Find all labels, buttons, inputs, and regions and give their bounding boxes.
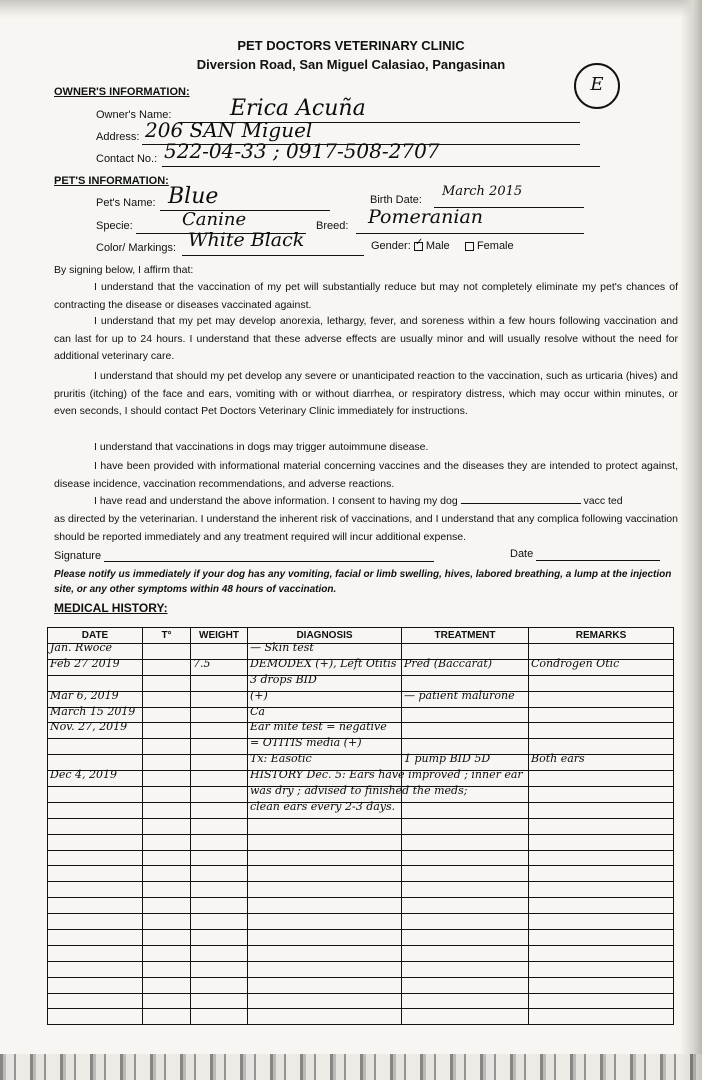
table-row <box>48 977 674 993</box>
male-checkbox[interactable] <box>414 242 423 251</box>
specie-label: Specie: <box>96 220 133 232</box>
date-line <box>536 560 660 561</box>
address-value: 206 SAN Miguel <box>145 118 313 142</box>
table-row <box>48 691 674 707</box>
cell-treatment <box>402 802 529 818</box>
cell-date <box>48 961 143 977</box>
cell-text: March 15 2019 <box>50 704 136 718</box>
cell-diagnosis <box>248 834 402 850</box>
cell-remarks <box>529 993 674 1009</box>
medical-history-body <box>48 641 674 1025</box>
cell-weight <box>191 850 248 866</box>
female-label: Female <box>476 240 514 252</box>
breed-value: Pomeranian <box>368 206 484 228</box>
cell-text: Condrogen Otic <box>531 656 620 670</box>
cell-diagnosis <box>248 961 402 977</box>
cell-date <box>48 898 143 914</box>
scan-edge-bottom <box>0 1054 702 1080</box>
consent-paragraph-5: I have been provided with informational material concerning vaccines and the diseases they are intended to protect against, disease incidence, vaccination recommendations, and adverse reactions. <box>54 460 678 490</box>
cell-text: DEMODEX (+), Left Otitis <box>250 656 397 670</box>
table-row <box>48 961 674 977</box>
consent-paragraph-1: I understand that the vaccination of my pet will substantially reduce but may not completely eliminate my pet's chances of contracting the disease or diseases vaccinated against. <box>54 281 678 311</box>
cell-diagnosis <box>248 930 402 946</box>
cell-text: Jan. Rwoce <box>50 641 113 654</box>
male-label: Male <box>425 240 450 252</box>
specie-value: Canine <box>182 209 247 230</box>
cell-text: Ear mite test = negative <box>250 720 387 734</box>
contact-label: Contact No.: <box>96 153 158 165</box>
cell-text: 3 drops BID <box>250 672 317 686</box>
cell-date <box>48 739 143 755</box>
cell-temp <box>143 882 191 898</box>
consent-paragraph-6-cont: as directed by the veterinarian. I understand the inherent risk of vaccinations, and I understand that any complica following vaccination should be reported immediately and any treatment required will incur additional expense. <box>54 513 678 543</box>
cell-date <box>48 993 143 1009</box>
cell-temp <box>143 818 191 834</box>
cell-temp <box>143 787 191 803</box>
cell-remarks <box>529 882 674 898</box>
cell-weight <box>191 787 248 803</box>
cell-treatment <box>402 818 529 834</box>
table-row <box>48 945 674 961</box>
cell-diagnosis <box>248 977 402 993</box>
medical-header-row <box>48 628 674 644</box>
cell-text: Tx: Easotic <box>250 752 312 766</box>
cell-remarks <box>529 850 674 866</box>
cell-treatment <box>402 688 529 707</box>
cell-remarks <box>529 930 674 946</box>
cell-text: Feb 27 2019 <box>50 656 120 670</box>
table-row <box>48 834 674 850</box>
table-row <box>48 993 674 1009</box>
cell-temp <box>143 771 191 787</box>
cell-diagnosis <box>248 914 402 930</box>
cell-text: Dec 4, 2019 <box>50 768 117 782</box>
cell-diagnosis <box>248 1009 402 1025</box>
cell-diagnosis <box>248 850 402 866</box>
cell-date <box>48 850 143 866</box>
cell-diagnosis <box>248 898 402 914</box>
cell-date <box>48 930 143 946</box>
cell-diagnosis <box>248 688 402 707</box>
table-row <box>48 882 674 898</box>
cell-weight <box>191 993 248 1009</box>
cell-diagnosis <box>248 993 402 1009</box>
cell-date <box>48 914 143 930</box>
cell-date <box>48 656 143 675</box>
cell-text: Ca <box>250 704 265 718</box>
cell-treatment <box>402 850 529 866</box>
cell-weight <box>191 755 248 771</box>
table-row <box>48 659 674 675</box>
cell-diagnosis <box>248 799 402 818</box>
table-row <box>48 930 674 946</box>
cell-weight <box>191 930 248 946</box>
cell-weight <box>191 977 248 993</box>
cell-date <box>48 720 143 739</box>
table-row <box>48 1009 674 1025</box>
cell-text: (+) <box>250 688 268 702</box>
cell-date <box>48 787 143 803</box>
cell-temp <box>143 961 191 977</box>
col-header-treatment: TREATMENT <box>402 628 529 644</box>
contact-line <box>162 166 600 167</box>
cell-temp <box>143 802 191 818</box>
cell-treatment <box>402 993 529 1009</box>
cell-text: HISTORY Dec. 5: Ears have improved ; inner ear <box>250 768 523 782</box>
table-row <box>48 675 674 691</box>
cell-remarks <box>529 723 674 739</box>
table-row <box>48 898 674 914</box>
cell-remarks <box>529 656 674 675</box>
cell-remarks <box>529 691 674 707</box>
pet-name-label: Pet's Name: <box>96 197 156 209</box>
cell-treatment <box>402 1009 529 1025</box>
clinic-address: Diversion Road, San Miguel Calasiao, Pangasinan <box>196 57 506 72</box>
notify-note: Please notify us immediately if your dog has any vomiting, facial or limb swelling, hives, labored breathing, a lump at the injection site, or any other symptoms within 48 hours of vaccination. <box>54 569 672 595</box>
cell-temp <box>143 644 191 660</box>
clinic-name: PET DOCTORS VETERINARY CLINIC <box>237 38 465 53</box>
cell-treatment <box>402 723 529 739</box>
cell-remarks <box>529 752 674 771</box>
breed-line <box>356 233 584 234</box>
cell-text: — patient malurone <box>404 688 515 702</box>
cell-treatment <box>402 930 529 946</box>
cell-treatment <box>402 914 529 930</box>
cell-weight <box>191 771 248 787</box>
cell-remarks <box>529 834 674 850</box>
signature-label: Signature <box>54 550 102 562</box>
consent-p6-start: I have read and understand the above information. I consent to having my dog <box>94 495 461 507</box>
medical-history-table <box>47 627 674 1025</box>
cell-remarks <box>529 707 674 723</box>
cell-temp <box>143 945 191 961</box>
consent-paragraph-4: I understand that vaccinations in dogs may trigger autoimmune disease. <box>94 441 429 453</box>
cell-temp <box>143 707 191 723</box>
cell-remarks <box>529 914 674 930</box>
cell-weight <box>191 656 248 675</box>
cell-remarks <box>529 675 674 691</box>
table-row <box>48 818 674 834</box>
cell-date <box>48 1009 143 1025</box>
cell-treatment <box>402 898 529 914</box>
consent-paragraph-2: I understand that my pet may develop anorexia, lethargy, fever, and soreness within a few hours following vaccination and can last for up to 24 hours. I understand that these adverse effects are usually minor and will usually resolve without the need for additional veterinary care. <box>54 315 678 362</box>
cell-weight <box>191 945 248 961</box>
signature-line <box>104 561 434 562</box>
cell-date <box>48 882 143 898</box>
cell-weight <box>191 961 248 977</box>
color-label: Color/ Markings: <box>96 242 177 254</box>
cell-date <box>48 834 143 850</box>
cell-weight <box>191 818 248 834</box>
consent-intro: By signing below, I affirm that: <box>54 264 194 276</box>
cell-weight <box>191 914 248 930</box>
cell-date <box>48 945 143 961</box>
cell-date <box>48 977 143 993</box>
cell-text: clean ears every 2-3 days. <box>250 799 396 813</box>
col-header-remarks: REMARKS <box>529 628 674 644</box>
table-row <box>48 802 674 818</box>
cell-treatment <box>402 834 529 850</box>
cell-treatment <box>402 787 529 803</box>
cell-diagnosis <box>248 818 402 834</box>
cell-remarks <box>529 866 674 882</box>
cell-text: 1 pump BID 5D <box>404 752 491 766</box>
cell-diagnosis <box>248 882 402 898</box>
cell-treatment <box>402 961 529 977</box>
cell-treatment <box>402 656 529 675</box>
cell-date <box>48 802 143 818</box>
cell-treatment <box>402 977 529 993</box>
cell-weight <box>191 723 248 739</box>
consent-p6-end: vacc ted <box>580 495 623 507</box>
cell-temp <box>143 898 191 914</box>
table-row <box>48 850 674 866</box>
pet-name-value: Blue <box>168 184 219 209</box>
cell-temp <box>143 1009 191 1025</box>
cell-temp <box>143 914 191 930</box>
cell-remarks <box>529 977 674 993</box>
birth-date-value: March 2015 <box>442 184 523 199</box>
consent-paragraph-3: I understand that should my pet develop any severe or unanticipated reaction to the vaccination, such as urticaria (hives) and pruritis (itching) of the face and ears, vomiting with or without diarrhea, or respiratory distress, which may occur within minutes, or even seconds, I should contact Pet Doctors Veterinary Clinic immediately for instructions. <box>54 370 678 417</box>
cell-diagnosis <box>248 945 402 961</box>
cell-date <box>48 768 143 787</box>
cell-date <box>48 818 143 834</box>
cell-text: Nov. 27, 2019 <box>50 720 128 734</box>
cell-temp <box>143 977 191 993</box>
corner-mark: E <box>574 63 620 109</box>
cell-date <box>48 866 143 882</box>
cell-remarks <box>529 802 674 818</box>
cell-temp <box>143 834 191 850</box>
breed-label: Breed: <box>316 220 349 232</box>
cell-weight <box>191 739 248 755</box>
cell-remarks <box>529 787 674 803</box>
cell-weight <box>191 802 248 818</box>
color-value: White Black <box>188 229 305 251</box>
cell-temp <box>143 930 191 946</box>
cell-temp <box>143 659 191 675</box>
cell-temp <box>143 866 191 882</box>
pet-section-title: PET'S INFORMATION: <box>54 175 169 187</box>
cell-weight <box>191 866 248 882</box>
medical-history-title: MEDICAL HISTORY: <box>54 601 168 615</box>
cell-temp <box>143 723 191 739</box>
date-label: Date <box>510 548 534 560</box>
owner-name-value: Erica Acuña <box>230 96 366 121</box>
cell-temp <box>143 993 191 1009</box>
cell-diagnosis <box>248 672 402 691</box>
cell-diagnosis <box>248 866 402 882</box>
scan-edge-right <box>680 0 702 1080</box>
cell-text: 7.5 <box>193 656 211 670</box>
cell-temp <box>143 691 191 707</box>
cell-treatment <box>402 945 529 961</box>
col-header-diagnosis: DIAGNOSIS <box>248 628 402 644</box>
cell-remarks <box>529 961 674 977</box>
cell-weight <box>191 882 248 898</box>
col-header-weight: WEIGHT <box>191 628 248 644</box>
gender-label-text: Gender: <box>371 240 411 252</box>
cell-weight <box>191 1009 248 1025</box>
cell-remarks <box>529 1009 674 1025</box>
cell-temp <box>143 675 191 691</box>
cell-text: Mar 6, 2019 <box>50 688 119 702</box>
contact-value: 522-04-33 ; 0917-508-2707 <box>164 139 440 163</box>
owner-name-label: Owner's Name: <box>96 109 172 121</box>
dog-vaccine-blank <box>461 494 581 504</box>
col-header-temp: T° <box>143 628 191 644</box>
cell-text: — Skin test <box>250 641 314 654</box>
cell-remarks <box>529 945 674 961</box>
consent-paragraph-6 <box>54 493 678 511</box>
cell-weight <box>191 707 248 723</box>
color-line <box>182 255 364 256</box>
cell-weight <box>191 834 248 850</box>
cell-treatment <box>402 866 529 882</box>
cell-remarks <box>529 818 674 834</box>
owner-section-title: OWNER'S INFORMATION: <box>54 86 190 98</box>
cell-remarks <box>529 771 674 787</box>
cell-temp <box>143 850 191 866</box>
address-label: Address: <box>96 131 140 143</box>
birth-date-label: Birth Date: <box>370 194 422 206</box>
cell-treatment <box>402 882 529 898</box>
scan-edge-top <box>0 0 702 18</box>
cell-text: = OTITIS media (+) <box>250 736 362 750</box>
cell-text: was dry ; advised to finished the meds; <box>250 784 468 798</box>
cell-text: Pred (Baccarat) <box>404 656 493 670</box>
female-checkbox[interactable] <box>465 242 474 251</box>
table-row <box>48 866 674 882</box>
cell-treatment <box>402 707 529 723</box>
cell-weight <box>191 898 248 914</box>
cell-weight <box>191 691 248 707</box>
cell-temp <box>143 739 191 755</box>
col-header-date: DATE <box>48 628 143 644</box>
cell-weight <box>191 675 248 691</box>
cell-remarks <box>529 898 674 914</box>
cell-text: Both ears <box>531 752 585 766</box>
gender-label <box>371 240 514 252</box>
cell-temp <box>143 755 191 771</box>
table-row <box>48 914 674 930</box>
